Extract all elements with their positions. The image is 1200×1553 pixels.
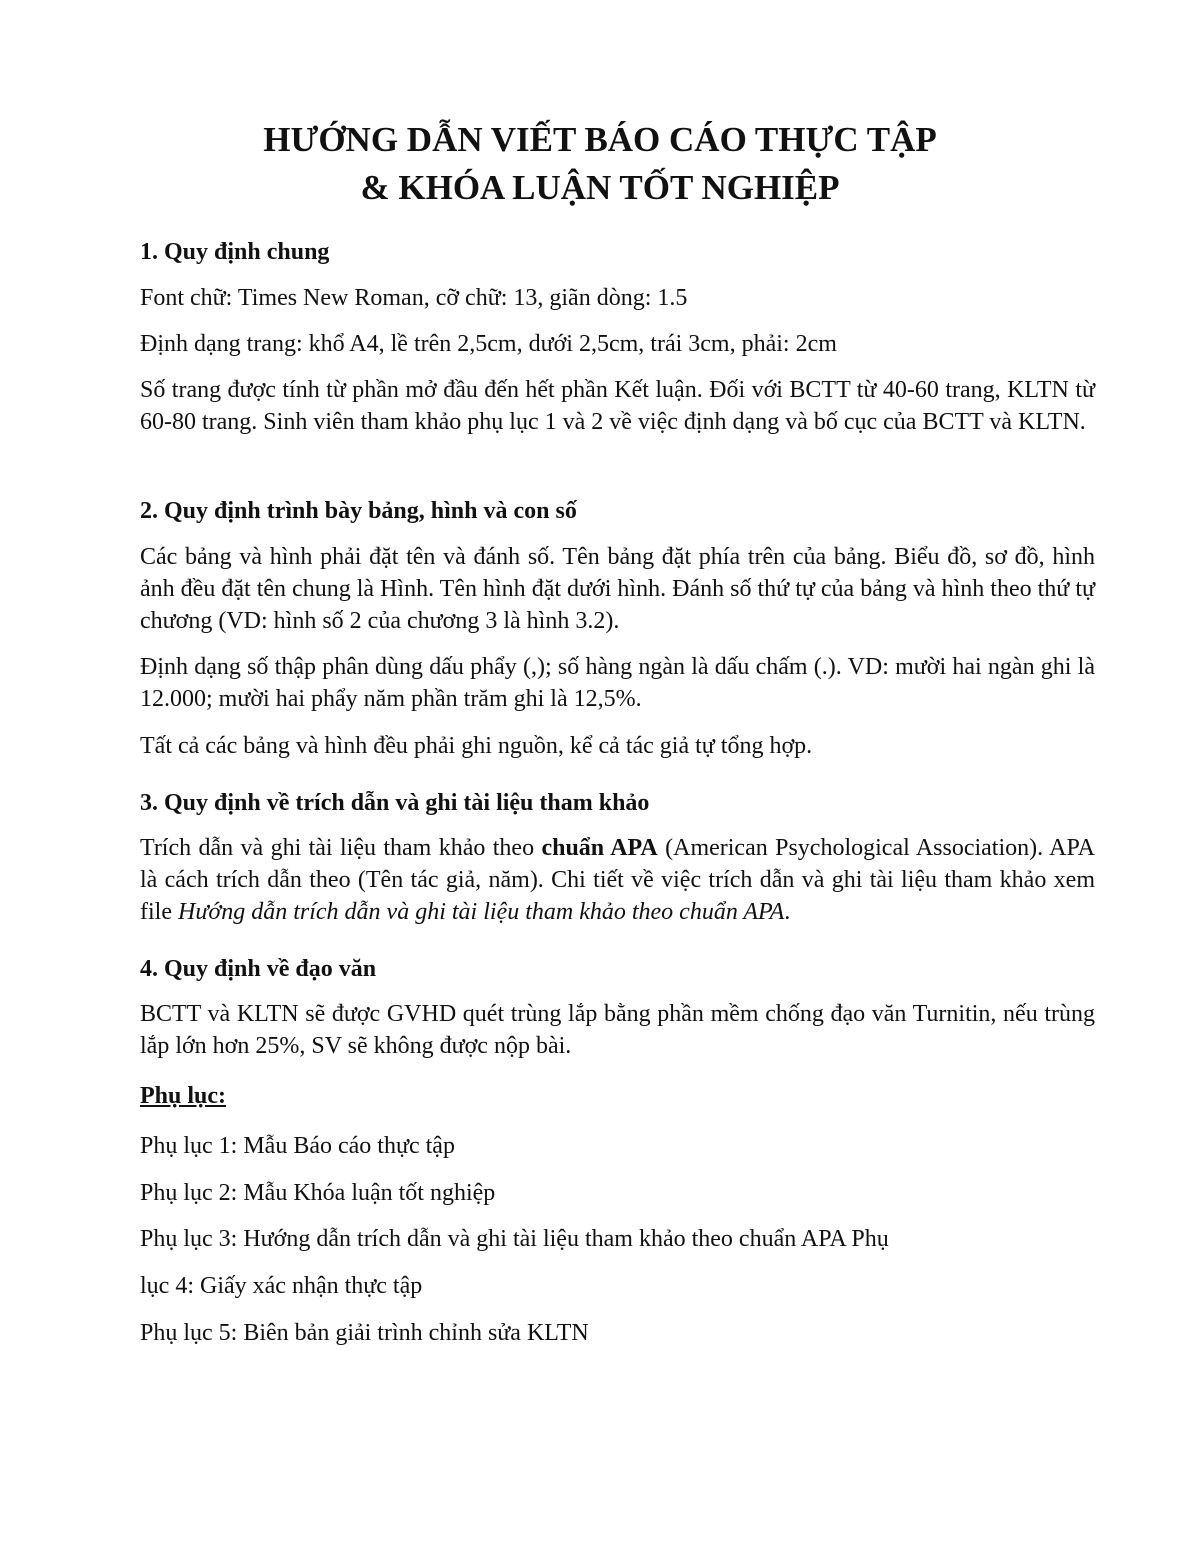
- appendix-item-1: Phụ lục 1: Mẫu Báo cáo thực tập: [140, 1133, 455, 1159]
- citation-text-end: .: [784, 899, 791, 925]
- apa-standard-emphasis: chuẩn APA: [541, 835, 658, 861]
- section-2-paragraph-number-format: Định dạng số thập phân dùng dấu phẩy (,); số hàng ngàn là dấu chấm (.). VD: mười hai ngàn ghi là 12.000; mười hai phẩy năm phần trăm ghi là 12,5%.: [140, 654, 1095, 712]
- section-3-heading: 3. Quy định về trích dẫn và ghi tài liệu tham khảo: [140, 790, 650, 816]
- section-1-paragraph-page-format: Định dạng trang: khổ A4, lề trên 2,5cm, dưới 2,5cm, trái 3cm, phải: 2cm: [140, 331, 837, 357]
- appendix-item-4: lục 4: Giấy xác nhận thực tập: [140, 1273, 423, 1299]
- appendix-item-2: Phụ lục 2: Mẫu Khóa luận tốt nghiệp: [140, 1180, 496, 1206]
- section-3-paragraph-citation: [140, 832, 1095, 928]
- apa-guide-file-name: Hướng dẫn trích dẫn và ghi tài liệu tham khảo theo chuẩn APA: [177, 899, 785, 925]
- title-line-1: HƯỚNG DẪN VIẾT BÁO CÁO THỰC TẬP: [263, 120, 937, 159]
- title-line-2: & KHÓA LUẬN TỐT NGHIỆP: [360, 168, 840, 207]
- appendix-heading: Phụ lục:: [140, 1083, 227, 1109]
- section-1-heading: 1. Quy định chung: [140, 239, 330, 265]
- citation-text-middle: (American Psychological Association). APA là cách trích dẫn theo (Tên tác giả, năm). Chi tiết về việc trích dẫn và ghi tài liệu tham khảo xem file: [140, 835, 1095, 925]
- section-4-paragraph-plagiarism: BCTT và KLTN sẽ được GVHD quét trùng lắp bằng phần mềm chống đạo văn Turnitin, nếu trùng lắp lớn hơn 25%, SV sẽ không được nộp bài.: [140, 1001, 1095, 1059]
- section-2-paragraph-tables-figures: Các bảng và hình phải đặt tên và đánh số. Tên bảng đặt phía trên của bảng. Biểu đồ, sơ đồ, hình ảnh đều đặt tên chung là Hình. Tên hình đặt dưới hình. Đánh số thứ tự của bảng và hình theo thứ tự chương (VD: hình số 2 của chương 3 là hình 3.2).: [140, 544, 1095, 634]
- citation-text-start: Trích dẫn và ghi tài liệu tham khảo theo: [140, 835, 542, 861]
- section-4-heading: 4. Quy định về đạo văn: [140, 956, 377, 982]
- appendix-item-5: Phụ lục 5: Biên bản giải trình chỉnh sửa KLTN: [140, 1320, 589, 1346]
- section-1-paragraph-font: Font chữ: Times New Roman, cỡ chữ: 13, giãn dòng: 1.5: [140, 285, 688, 311]
- appendix-item-3: Phụ lục 3: Hướng dẫn trích dẫn và ghi tài liệu tham khảo theo chuẩn APA Phụ: [140, 1226, 889, 1252]
- section-2-paragraph-sources: Tất cả các bảng và hình đều phải ghi nguồn, kể cả tác giả tự tổng hợp.: [140, 733, 813, 759]
- section-2-heading: 2. Quy định trình bày bảng, hình và con số: [140, 498, 577, 524]
- section-1-paragraph-page-count: Số trang được tính từ phần mở đầu đến hết phần Kết luận. Đối với BCTT từ 40-60 trang, KLTN từ 60-80 trang. Sinh viên tham khảo phụ lục 1 và 2 về việc định dạng và bố cục của BCTT và KLTN.: [140, 377, 1095, 435]
